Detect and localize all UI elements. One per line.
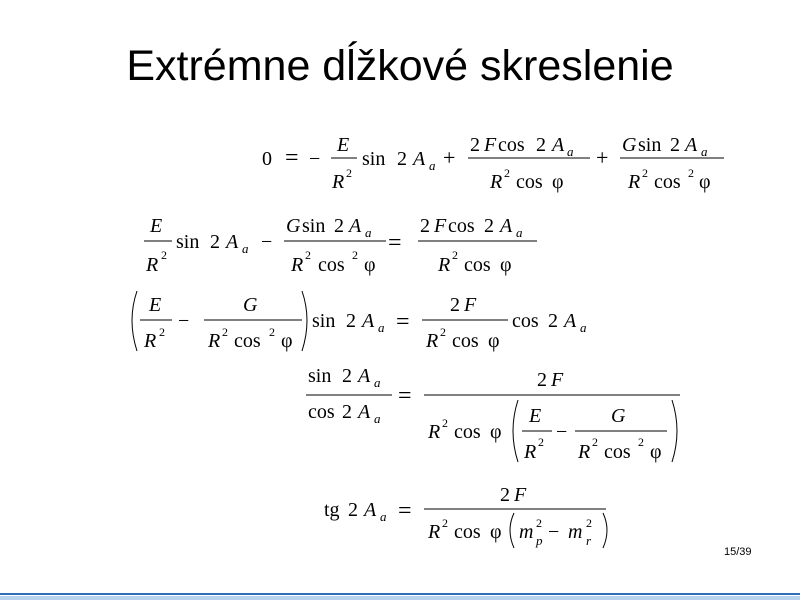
math-symbol-cos: cos (516, 171, 543, 193)
math-symbol-sup-2: 2 (638, 435, 644, 449)
math-symbol-two: 2 (342, 365, 352, 387)
math-symbol-sub-a: a (378, 320, 385, 335)
math-symbol-F: F (514, 484, 527, 506)
math-symbol-G: G (622, 134, 637, 156)
math-symbol-R: R (208, 330, 221, 352)
math-symbol-sup-2: 2 (222, 325, 228, 339)
math-symbol-G: G (611, 405, 626, 427)
math-symbol-sup-2: 2 (161, 248, 167, 262)
math-symbol-cos: cos (234, 330, 261, 352)
math-symbol-A: A (226, 231, 239, 253)
math-symbol-sup-2: 2 (269, 325, 275, 339)
math-symbol-R: R (332, 171, 345, 193)
math-symbol-sin: sin (638, 134, 662, 156)
math-symbol-R: R (628, 171, 641, 193)
math-symbol-E: E (529, 405, 542, 427)
math-symbol-sup-2: 2 (442, 416, 448, 430)
page-number: 15/39 (724, 546, 752, 558)
math-symbol-A: A (413, 148, 426, 170)
math-symbol-sup-2: 2 (346, 166, 352, 180)
math-symbol-G: G (243, 294, 258, 316)
equation-2 (145, 215, 523, 276)
math-symbol-sup-2: 2 (442, 516, 448, 530)
math-symbol-E: E (149, 294, 162, 316)
math-symbol-sup-2: 2 (305, 248, 311, 262)
math-symbol-sub-a: a (567, 144, 574, 159)
math-symbol-sin: sin (362, 148, 386, 170)
math-symbol-A: A (364, 499, 377, 521)
math-symbol-minus: − (261, 231, 273, 253)
footer-line (0, 593, 800, 595)
math-symbol-two: 2 (397, 148, 407, 170)
math-symbol-cos: cos (454, 521, 481, 543)
math-symbol-two: 2 (346, 310, 356, 332)
math-symbol-m: m (568, 521, 583, 543)
math-symbol-plus: + (596, 145, 609, 170)
math-symbol-A: A (564, 310, 577, 332)
math-symbol-plus: + (443, 145, 456, 170)
math-symbol-sub-r: r (586, 533, 592, 548)
math-symbol-sub-p: p (536, 533, 543, 548)
math-symbol-F: F (464, 294, 477, 316)
math-symbol-cos: cos (604, 441, 631, 463)
math-symbol-R: R (490, 171, 503, 193)
math-symbol-sub-a: a (516, 225, 523, 240)
math-symbol-cos: cos (464, 254, 491, 276)
equation-1 (262, 134, 711, 193)
math-symbol-sup-2: 2 (642, 166, 648, 180)
math-symbol-sup-2: 2 (159, 325, 165, 339)
math-symbol-two: 2 (536, 134, 546, 156)
math-symbol-phi: φ (364, 254, 376, 276)
math-symbol-sin: sin (312, 310, 336, 332)
math-symbol-sin: sin (308, 365, 332, 387)
math-symbol-R: R (524, 441, 537, 463)
math-symbol-sub-a: a (374, 375, 381, 390)
equation-4 (308, 365, 662, 463)
math-symbol-E: E (150, 215, 163, 237)
math-symbol-R: R (438, 254, 451, 276)
math-symbol-cos: cos (308, 401, 335, 423)
math-symbol-R: R (578, 441, 591, 463)
math-symbol-sub-a: a (429, 158, 436, 173)
math-symbol-A: A (358, 401, 371, 423)
math-symbol-tg: tg (324, 499, 340, 521)
math-symbol-equals: = (398, 498, 412, 524)
footer-band (0, 596, 800, 600)
math-symbol-minus: − (309, 148, 321, 170)
math-symbol-two: 2 (484, 215, 494, 237)
math-symbol-phi: φ (488, 330, 500, 352)
math-symbol-phi: φ (699, 171, 711, 193)
math-symbol-sub-a: a (374, 411, 381, 426)
math-symbol-sin: sin (176, 231, 200, 253)
math-symbol-cos: cos (512, 310, 539, 332)
math-symbol-two: 2 (420, 215, 430, 237)
math-symbol-F: F (484, 134, 497, 156)
math-symbol-R: R (428, 421, 441, 443)
math-symbol-phi: φ (500, 254, 512, 276)
math-symbol-cos: cos (454, 421, 481, 443)
math-symbol-minus: − (548, 521, 560, 543)
math-symbol-sub-a: a (580, 320, 587, 335)
math-symbol-A: A (685, 134, 698, 156)
math-symbol-R: R (146, 254, 159, 276)
math-symbol-sup-2: 2 (452, 248, 458, 262)
math-symbol-two: 2 (348, 499, 358, 521)
math-symbol-phi: φ (650, 441, 662, 463)
math-symbol-sup-2: 2 (440, 325, 446, 339)
math-symbol-phi: φ (490, 421, 502, 443)
math-symbol-sup-2: 2 (592, 435, 598, 449)
math-symbol-equals: = (285, 145, 299, 171)
math-symbol-cos: cos (452, 330, 479, 352)
math-symbol-sup-2: 2 (538, 435, 544, 449)
math-symbol-two: 2 (450, 294, 460, 316)
math-symbol-sup-2: 2 (504, 166, 510, 180)
math-symbol-A: A (358, 365, 371, 387)
math-symbol-R: R (144, 330, 157, 352)
math-symbol-sub-a: a (242, 241, 249, 256)
math-symbol-sub-a: a (701, 144, 708, 159)
math-symbol-two: 2 (342, 401, 352, 423)
math-symbol-two: 2 (210, 231, 220, 253)
math-symbol-two: 2 (334, 215, 344, 237)
math-symbol-sup-2: 2 (536, 516, 542, 530)
math-symbol-equals: = (398, 383, 412, 409)
slide-title: Extrémne dĺžkové skreslenie (126, 42, 674, 90)
math-symbol-two: 2 (537, 369, 547, 391)
math-symbol-sin: sin (302, 215, 326, 237)
math-symbol-two: 2 (470, 134, 480, 156)
math-symbol-A: A (500, 215, 513, 237)
math-symbol-sub-a: a (365, 225, 372, 240)
math-symbol-two: 2 (500, 484, 510, 506)
math-symbol-E: E (337, 134, 350, 156)
math-symbol-cos: cos (654, 171, 681, 193)
math-symbol-cos: cos (448, 215, 475, 237)
math-symbol-A: A (349, 215, 362, 237)
math-symbol-equals: = (396, 309, 410, 335)
math-symbol-A: A (552, 134, 565, 156)
math-symbol-A: A (362, 310, 375, 332)
math-symbol-cos: cos (318, 254, 345, 276)
math-symbol-R: R (291, 254, 304, 276)
equation-3 (143, 294, 587, 352)
math-symbol-phi: φ (490, 521, 502, 543)
math-symbol-R: R (426, 330, 439, 352)
math-symbol-phi: φ (281, 330, 293, 352)
math-symbol-two: 2 (548, 310, 558, 332)
math-symbol-equals: = (388, 230, 402, 256)
math-symbol-minus: − (556, 421, 568, 443)
math-symbol-phi: φ (552, 171, 564, 193)
math-symbol-sub-a: a (380, 509, 387, 524)
math-symbol-F: F (551, 369, 564, 391)
math-symbol-two: 2 (670, 134, 680, 156)
math-symbol-G: G (286, 215, 301, 237)
math-symbol-sup-2: 2 (688, 166, 694, 180)
math-symbol-F: F (434, 215, 447, 237)
math-symbol-m: m (519, 521, 534, 543)
math-symbol-zero: 0 (262, 148, 272, 170)
equation-5 (324, 484, 592, 548)
math-symbol-sup-2: 2 (586, 516, 592, 530)
math-symbol-R: R (428, 521, 441, 543)
math-symbol-sup-2: 2 (352, 248, 358, 262)
math-symbol-minus: − (178, 310, 190, 332)
math-symbol-cos: cos (498, 134, 525, 156)
